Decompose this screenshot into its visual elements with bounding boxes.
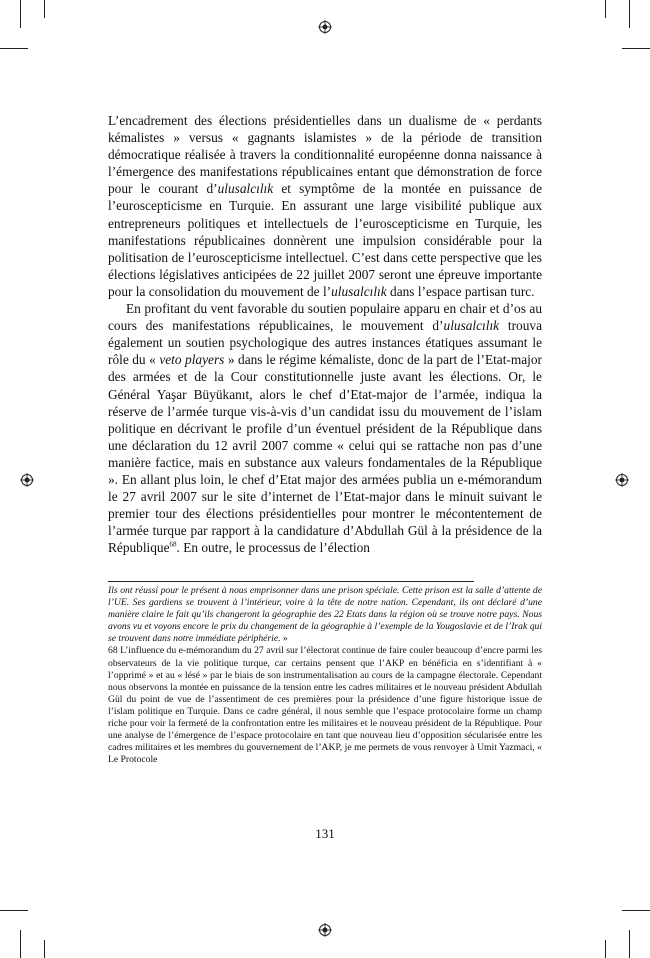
footnotes <box>108 585 542 766</box>
body-text <box>108 112 542 556</box>
footnote-68: 68 L’influence du e-mémorandum du 27 avril sur l’électorat continue de faire couler beaucoup d’encre parmi les observateurs de la vie politique turque, car certains pensent que l’AKP en bénéficia en s’identifiant à « l’opprimé » et au « lésé » par le biais de son instrumentalisation au cours de la campagne électorale. Cependant nous observons la montée en puissance de la tension entre les cadres militaires et le nouveau président Abdullah Gül du point de vue de l’assentiment de ces premières pour la présidence d’une figure historique issue de l’islam politique en Turquie. Dans ce cadre général, il nous semble que l’espace protocolaire forme un champ riche pour voir la fermeté de la confrontation entre les militaires et le nouveau président de la République. Pour une analyse de l’émergence de l’espace protocolaire en tant que nouveau lieu d’opposition sécularisée entre les cadres militaires et les membres du gouvernement de l’AKP, je me permets de vous renvoyer à Umit Yazmaci, « Le Protocole <box>108 645 542 766</box>
footnote-reference[interactable]: 68 <box>169 540 177 549</box>
crop-mark <box>0 910 28 911</box>
footnote-quote-continuation: Ils ont réussi pour le présent à nous emprisonner dans une prison spéciale. Cette prison est la salle d’attente de l’UE. Ses gardiens se trouvent à l’intérieur, voire à la tête de notre nation. Cependant, ils ont déclaré d’une manière claire le fait qu’ils changeront la géographie des 22 Etats dans la région où se trouve notre pays. Nous avons vu et voyons encore le prix du changement de la géographie à l’exemple de la Yougoslavie et de l’Irak qui se trouvent dans notre immédiate périphérie. » <box>108 585 542 645</box>
crop-mark <box>629 0 630 28</box>
crop-mark <box>622 48 650 49</box>
crop-mark <box>20 930 21 958</box>
crop-mark <box>44 0 45 18</box>
registration-target-icon <box>318 20 332 34</box>
registration-target-icon <box>318 923 332 937</box>
paragraph: L’encadrement des élections présidentielles dans un dualisme de « perdants kémalistes » versus « gagnants islamistes » de la période de transition démocratique réalisée à travers la conditionnalité européenne donna naissance à l’émergence des manifestations républicaines entant que démonstration de force pour le courant d’ulusalcılık et symptôme de la montée en puissance de l’euroscepticisme en Turquie. En assurant une large visibilité publique aux entrepreneurs politiques et intellectuels de l’euroscepticisme en Turquie, les manifestations républicaines donnèrent une impulsion considérable pour la politisation de l’euroscepticisme intellectuel. C’est dans cette perspective que les élections législatives anticipées de 22 juillet 2007 seront une épreuve importante pour la consolidation du mouvement de l’ulusalcılık dans l’espace partisan turc. <box>108 113 542 299</box>
registration-target-icon <box>615 473 629 487</box>
registration-target-icon <box>20 473 34 487</box>
paragraph: En profitant du vent favorable du soutien populaire apparu en chair et d’os au cours des manifestations républicaines, le mouvement d’ulusalcılık trouva également un soutien psychologique des autres instances étatiques assumant le rôle du « veto players » dans le régime kémaliste, donc de la part de l’Etat-major des armées et de la Cour constitutionnelle juste avant les élections. Or, le Général Yaşar Büyükanıt, alors le chef d’Etat-major de l’armée, indiqua la réserve de l’armée turque vis-à-vis d’un candidat issu du mouvement de l’islam politique en décrivant le profile d’un éventuel président de la République dans une déclaration du 12 avril 2007 comme « celui qui se rattache non pas d’une manière factice, mais en substance aux valeurs fondamentales de la République ». En allant plus loin, le chef d’Etat major des armées publia un e-mémorandum le 27 avril 2007 sur le site d’internet de l’Etat-major dans le minuit suivant le premier tour des élections présidentielles pour montrer le mécontentement de l’armée turque par rapport à la candidature d’Abdullah Gül à la présidence de la République$^{68}$. En outre, le processus de l’élection <box>108 301 542 556</box>
crop-mark <box>629 930 630 958</box>
page-number: 131 <box>315 826 335 841</box>
crop-mark <box>605 940 606 958</box>
footnote-divider <box>108 581 474 582</box>
crop-mark <box>0 48 28 49</box>
crop-mark <box>44 940 45 958</box>
crop-mark <box>20 0 21 28</box>
crop-mark <box>605 0 606 18</box>
crop-mark <box>622 910 650 911</box>
